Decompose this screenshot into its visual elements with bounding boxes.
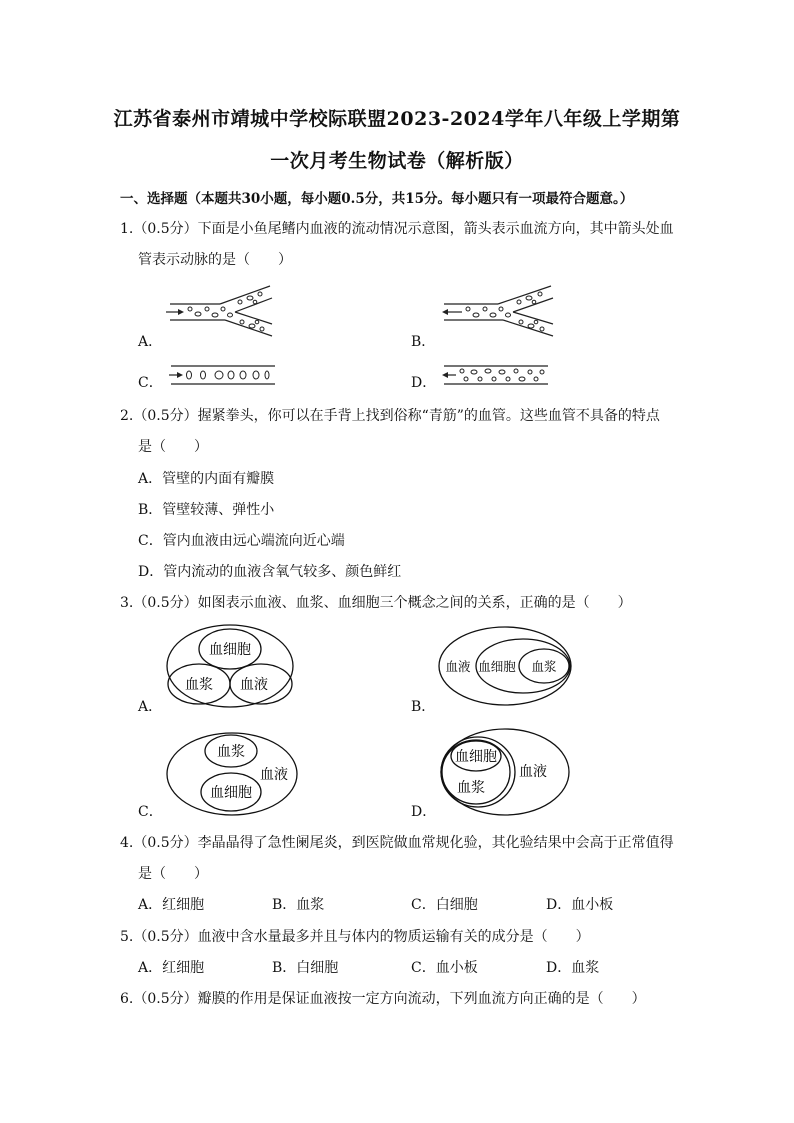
q3b-blood-label: 血液 — [445, 659, 471, 674]
q3d-blood-label: 血液 — [519, 764, 547, 780]
q3a-plasma-label: 血浆 — [185, 677, 213, 693]
q1-option-c: C． — [138, 375, 163, 391]
q3d-plasma-label: 血浆 — [457, 780, 485, 796]
q3-diagram-d — [438, 726, 572, 818]
q2-option-c: C．管内血液由远心端流向近心端 — [138, 533, 345, 549]
q3-option-c: C． — [138, 804, 163, 820]
q2-option-a: A．管壁的内面有瓣膜 — [138, 471, 275, 487]
q3a-blood-label: 血液 — [240, 677, 268, 693]
q1-line2: 管表示动脉的是（ ） — [138, 252, 292, 268]
q1-vessel-diagram-a — [160, 282, 280, 340]
q3b-plasma-label: 血浆 — [531, 659, 557, 674]
q3-diagram-c — [164, 730, 300, 818]
q5-option-c: C．血小板 — [411, 960, 478, 976]
q3c-blood-label: 血液 — [260, 767, 288, 783]
q5-line1: 5.（0.5分）血液中含水量最多并且与体内的物质运输有关的成分是（ ） — [120, 929, 590, 945]
q5-option-b: B．白细胞 — [272, 960, 339, 976]
q3-option-a: A． — [138, 699, 163, 715]
q1-vessel-diagram-d — [436, 360, 554, 390]
page-title-line1: 江苏省泰州市靖城中学校际联盟2023-2024学年八年级上学期第 — [113, 108, 681, 130]
q3b-cell-label: 血细胞 — [478, 659, 516, 674]
section-heading: 一、选择题（本题共30小题，每小题0.5分，共15分。每小题只有一项最符合题意。） — [120, 191, 634, 207]
q1-option-d: D． — [411, 375, 437, 391]
q3d-cell-label: 血细胞 — [455, 749, 497, 765]
q1-vessel-diagram-b — [436, 282, 561, 340]
q4-line2: 是（ ） — [138, 866, 208, 882]
q4-option-a: A．红细胞 — [138, 897, 205, 913]
q3c-cell-label: 血细胞 — [210, 785, 252, 801]
q1-option-a: A． — [138, 334, 163, 350]
q5-option-d: D．血浆 — [546, 960, 600, 976]
q3-line1: 3.（0.5分）如图表示血液、血浆、血细胞三个概念之间的关系，正确的是（ ） — [120, 595, 632, 611]
q2-option-d: D．管内流动的血液含氧气较多、颜色鲜红 — [138, 564, 402, 580]
q3-option-d: D． — [411, 804, 437, 820]
q5-option-a: A．红细胞 — [138, 960, 205, 976]
q1-vessel-diagram-c — [165, 360, 280, 390]
q4-line1: 4.（0.5分）李晶晶得了急性阑尾炎，到医院做血常规化验，其化验结果中会高于正常值得 — [120, 835, 674, 851]
q3c-plasma-label: 血浆 — [217, 744, 245, 760]
q4-option-c: C．白细胞 — [411, 897, 478, 913]
q2-line1: 2.（0.5分）握紧拳头，你可以在手背上找到俗称“青筋”的血管。这些血管不具备的特点 — [120, 408, 660, 424]
q4-option-d: D．血小板 — [546, 897, 614, 913]
q3-option-b: B． — [411, 699, 436, 715]
q2-option-b: B．管壁较薄、弹性小 — [138, 502, 275, 518]
q1-line1: 1.（0.5分）下面是小鱼尾鳍内血液的流动情况示意图，箭头表示血流方向，其中箭头处血 — [120, 221, 674, 237]
page-title-line2: 一次月考生物试卷（解析版） — [270, 150, 524, 172]
q3-diagram-b — [436, 624, 574, 708]
q3-diagram-a — [164, 622, 296, 710]
q6-line1: 6.（0.5分）瓣膜的作用是保证血液按一定方向流动，下列血流方向正确的是（ ） — [120, 991, 646, 1007]
q3a-cell-label: 血细胞 — [209, 642, 251, 658]
q4-option-b: B．血浆 — [272, 897, 325, 913]
q1-option-b: B． — [411, 334, 436, 350]
q2-line2: 是（ ） — [138, 439, 208, 455]
